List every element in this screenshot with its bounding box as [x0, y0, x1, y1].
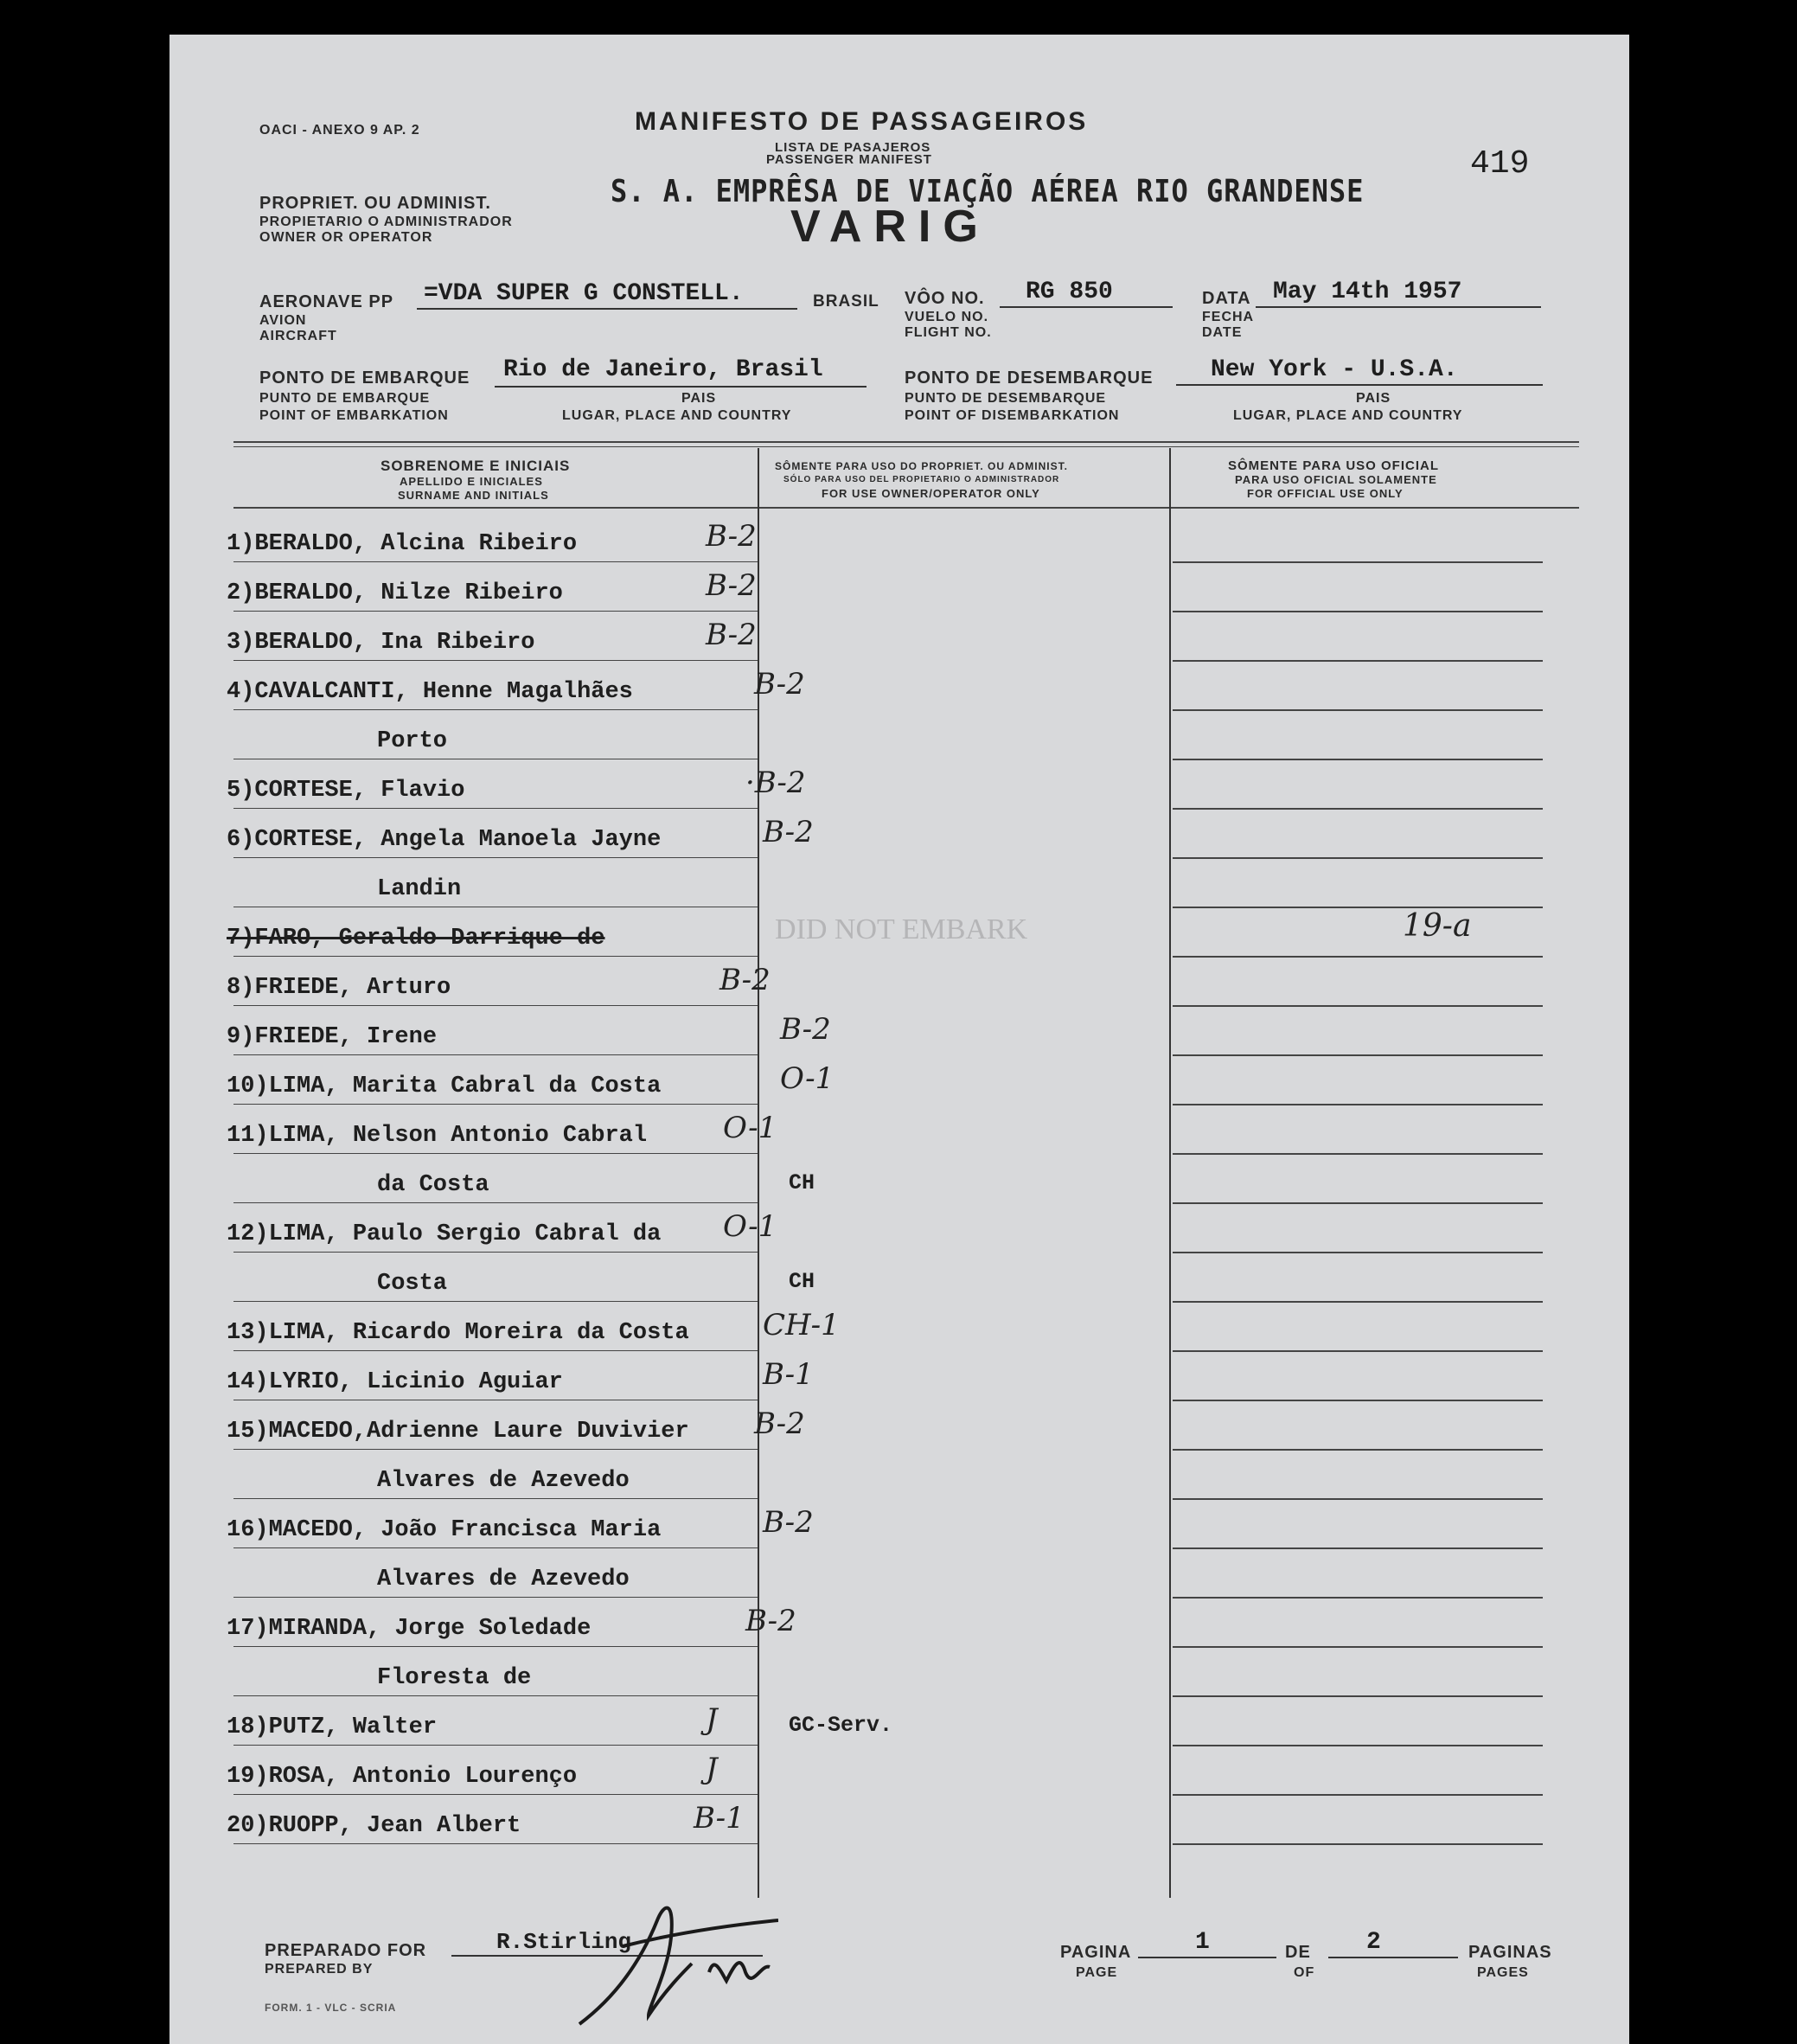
flight-label-es: VUELO NO.: [905, 310, 989, 324]
passenger-class-code: B-2: [706, 519, 757, 554]
passenger-row: [169, 1600, 1629, 1650]
aircraft-value: =VDA SUPER G CONSTELL.: [424, 280, 744, 307]
passenger-name: Porto: [377, 728, 448, 754]
flight-number-value: RG 850: [1026, 279, 1113, 305]
form-code: FORM. 1 - VLC - SCRIA: [265, 2002, 397, 2014]
brasil-label: BRASIL: [813, 292, 879, 311]
col-header-names-en: SURNAME AND INITIALS: [398, 489, 549, 502]
passenger-name: 7)FARO, Geraldo Darrique de: [227, 926, 605, 952]
operator-label-pt: PROPRIET. OU ADMINIST.: [259, 194, 491, 213]
aircraft-label-en: AIRCRAFT: [259, 329, 337, 343]
aircraft-label: AERONAVE PP: [259, 292, 394, 311]
pages-label: PAGINAS: [1468, 1943, 1552, 1962]
embark-label-en: POINT OF EMBARKATION: [259, 408, 449, 423]
passenger-row: [169, 1650, 1629, 1699]
col-header-names: SOBRENOME E INICIAIS: [381, 458, 571, 474]
passenger-row: [169, 713, 1629, 762]
passenger-row: [169, 1107, 1629, 1157]
date-value: May 14th 1957: [1273, 279, 1462, 305]
passenger-name: 1)BERALDO, Alcina Ribeiro: [227, 531, 578, 557]
total-pages-value: 2: [1366, 1929, 1381, 1956]
flight-label: VÔO NO.: [905, 289, 985, 308]
passenger-name: 8)FRIEDE, Arturo: [227, 975, 451, 1001]
date-label: DATA: [1202, 289, 1251, 308]
passenger-row: [169, 1551, 1629, 1600]
passenger-class-code: B-2: [745, 1604, 796, 1638]
passenger-name: 14)LYRIO, Licinio Aguiar: [227, 1369, 563, 1395]
operator-name: S. A. EMPRÊSA DE VIAÇÃO AÉREA RIO GRANDENSE: [611, 173, 1365, 209]
manifest-subtitle-es: LISTA DE PASAJEROS: [775, 140, 931, 155]
passenger-class-code: B-2: [763, 815, 814, 849]
passenger-name: 16)MACEDO, João Francisca Maria: [227, 1517, 662, 1543]
passenger-row: [169, 1403, 1629, 1452]
col-header-owner: SÔMENTE PARA USO DO PROPRIET. OU ADMINIST.: [775, 460, 1068, 472]
passenger-name: Alvares de Azevedo: [377, 1567, 630, 1592]
col-header-owner-es: SÓLO PARA USO DEL PROPIETARIO O ADMINISTRADOR: [783, 475, 1060, 484]
passenger-name: 15)MACEDO,Adrienne Laure Duvivier: [227, 1419, 689, 1445]
date-label-en: DATE: [1202, 325, 1243, 340]
passenger-class-code: B-2: [780, 1012, 831, 1047]
embark-sub-country: PAIS: [681, 391, 717, 406]
passenger-class-code: B-2: [719, 963, 771, 997]
disembark-value: New York - U.S.A.: [1211, 356, 1458, 383]
passenger-class-code: B-1: [694, 1801, 745, 1836]
flight-label-en: FLIGHT NO.: [905, 325, 992, 340]
passenger-row: [169, 1206, 1629, 1255]
passenger-row: [169, 565, 1629, 614]
passenger-name: 17)MIRANDA, Jorge Soledade: [227, 1616, 592, 1642]
embark-label-es: PUNTO DE EMBARQUE: [259, 391, 431, 406]
aircraft-label-es: AVION: [259, 313, 307, 328]
passenger-name: 10)LIMA, Marita Cabral da Costa: [227, 1073, 662, 1099]
passenger-name: Costa: [377, 1271, 448, 1297]
manifest-subtitle-en: PASSENGER MANIFEST: [766, 152, 932, 167]
of-label-en: OF: [1294, 1965, 1315, 1980]
manifest-sheet: [169, 35, 1629, 2044]
passenger-row: [169, 614, 1629, 663]
passenger-class-code: B-2: [754, 1406, 805, 1441]
passenger-name: Alvares de Azevedo: [377, 1468, 630, 1494]
passenger-row: [169, 1255, 1629, 1304]
disembark-label-es: PUNTO DE DESEMBARQUE: [905, 391, 1107, 406]
page-stamp-number: 419: [1470, 145, 1530, 183]
passenger-name: Landin: [377, 876, 462, 902]
page-label: PAGINA: [1060, 1943, 1132, 1962]
passenger-name: da Costa: [377, 1172, 489, 1198]
passenger-row: [169, 910, 1629, 959]
passenger-row: [169, 1452, 1629, 1502]
passenger-note: GC-Serv.: [789, 1713, 893, 1738]
passenger-class-code: O-1: [723, 1111, 777, 1145]
passenger-name: 11)LIMA, Nelson Antonio Cabral: [227, 1123, 648, 1149]
did-not-embark-stamp: DID NOT EMBARK: [775, 913, 1028, 945]
of-label: DE: [1285, 1943, 1311, 1962]
page-number-value: 1: [1195, 1929, 1210, 1956]
passenger-class-code: CH-1: [763, 1308, 840, 1342]
passenger-name: 5)CORTESE, Flavio: [227, 778, 465, 804]
passenger-row: [169, 1748, 1629, 1797]
passenger-name: 20)RUOPP, Jean Albert: [227, 1813, 521, 1839]
col-header-official: SÔMENTE PARA USO OFICIAL: [1228, 458, 1440, 473]
passenger-class-code: O-1: [723, 1209, 777, 1244]
passenger-row: [169, 1157, 1629, 1206]
embark-label: PONTO DE EMBARQUE: [259, 368, 470, 388]
passenger-class-code: ·B-2: [745, 766, 806, 800]
passenger-row: [169, 516, 1629, 565]
passenger-name: 2)BERALDO, Nilze Ribeiro: [227, 580, 563, 606]
passenger-name: 13)LIMA, Ricardo Moreira da Costa: [227, 1320, 689, 1346]
passenger-class-code: J: [706, 1752, 718, 1786]
passenger-name: 9)FRIEDE, Irene: [227, 1024, 438, 1050]
passenger-row: [169, 1502, 1629, 1551]
passenger-class-code: O-1: [780, 1061, 835, 1096]
embark-value: Rio de Janeiro, Brasil: [503, 356, 823, 383]
passenger-row: [169, 959, 1629, 1009]
passenger-note: CH: [789, 1170, 815, 1195]
passenger-row: [169, 1797, 1629, 1847]
disembark-sub-country: PAIS: [1356, 391, 1391, 406]
passenger-class-code: B-2: [706, 618, 757, 652]
disembark-sub-place: LUGAR, PLACE AND COUNTRY: [1233, 408, 1463, 423]
passenger-name: 6)CORTESE, Angela Manoela Jayne: [227, 827, 662, 853]
manifest-title: MANIFESTO DE PASSAGEIROS: [635, 107, 1089, 136]
col-header-names-es: APELLIDO E INICIALES: [400, 475, 543, 488]
passenger-row: [169, 1058, 1629, 1107]
date-label-es: FECHA: [1202, 310, 1255, 324]
operator-brand: VARIG: [790, 202, 990, 252]
disembark-label-en: POINT OF DISEMBARKATION: [905, 408, 1120, 423]
passenger-class-code: B-2: [763, 1505, 814, 1540]
passenger-row: [169, 1699, 1629, 1748]
passenger-row: [169, 1354, 1629, 1403]
passenger-class-code: B-2: [706, 568, 757, 603]
pages-label-en: PAGES: [1477, 1965, 1529, 1980]
embark-sub-place: LUGAR, PLACE AND COUNTRY: [562, 408, 792, 423]
prepared-value: R.Stirling: [496, 1929, 632, 1955]
signature-scribble: [519, 1886, 778, 2041]
passenger-note: CH: [789, 1269, 815, 1294]
passenger-name: 19)ROSA, Antonio Lourenço: [227, 1764, 578, 1790]
prepared-label-en: PREPARED BY: [265, 1962, 374, 1977]
col-header-official-en: FOR OFFICIAL USE ONLY: [1247, 487, 1404, 500]
prepared-label: PREPARADO FOR: [265, 1941, 427, 1960]
official-annotation: 19-a: [1403, 908, 1472, 944]
col-header-owner-en: FOR USE OWNER/OPERATOR ONLY: [822, 487, 1040, 500]
disembark-label: PONTO DE DESEMBARQUE: [905, 368, 1154, 388]
passenger-row: [169, 811, 1629, 861]
operator-label-en: OWNER OR OPERATOR: [259, 230, 433, 245]
passenger-class-code: J: [706, 1702, 718, 1737]
passenger-row: [169, 663, 1629, 713]
passenger-name: 18)PUTZ, Walter: [227, 1714, 438, 1740]
passenger-row: [169, 762, 1629, 811]
page-label-en: PAGE: [1076, 1965, 1118, 1980]
passenger-name: 4)CAVALCANTI, Henne Magalhães: [227, 679, 633, 705]
passenger-row: [169, 1304, 1629, 1354]
col-header-official-es: PARA USO OFICIAL SOLAMENTE: [1235, 473, 1437, 486]
passenger-row: [169, 861, 1629, 910]
passenger-class-code: B-2: [754, 667, 805, 702]
passenger-class-code: B-1: [763, 1357, 814, 1392]
passenger-name: 3)BERALDO, Ina Ribeiro: [227, 630, 535, 656]
passenger-name: Floresta de: [377, 1665, 532, 1691]
form-reference: OACI - ANEXO 9 AP. 2: [259, 123, 420, 138]
operator-label-es: PROPIETARIO O ADMINISTRADOR: [259, 215, 513, 229]
passenger-name: 12)LIMA, Paulo Sergio Cabral da: [227, 1221, 662, 1247]
passenger-row: [169, 1009, 1629, 1058]
